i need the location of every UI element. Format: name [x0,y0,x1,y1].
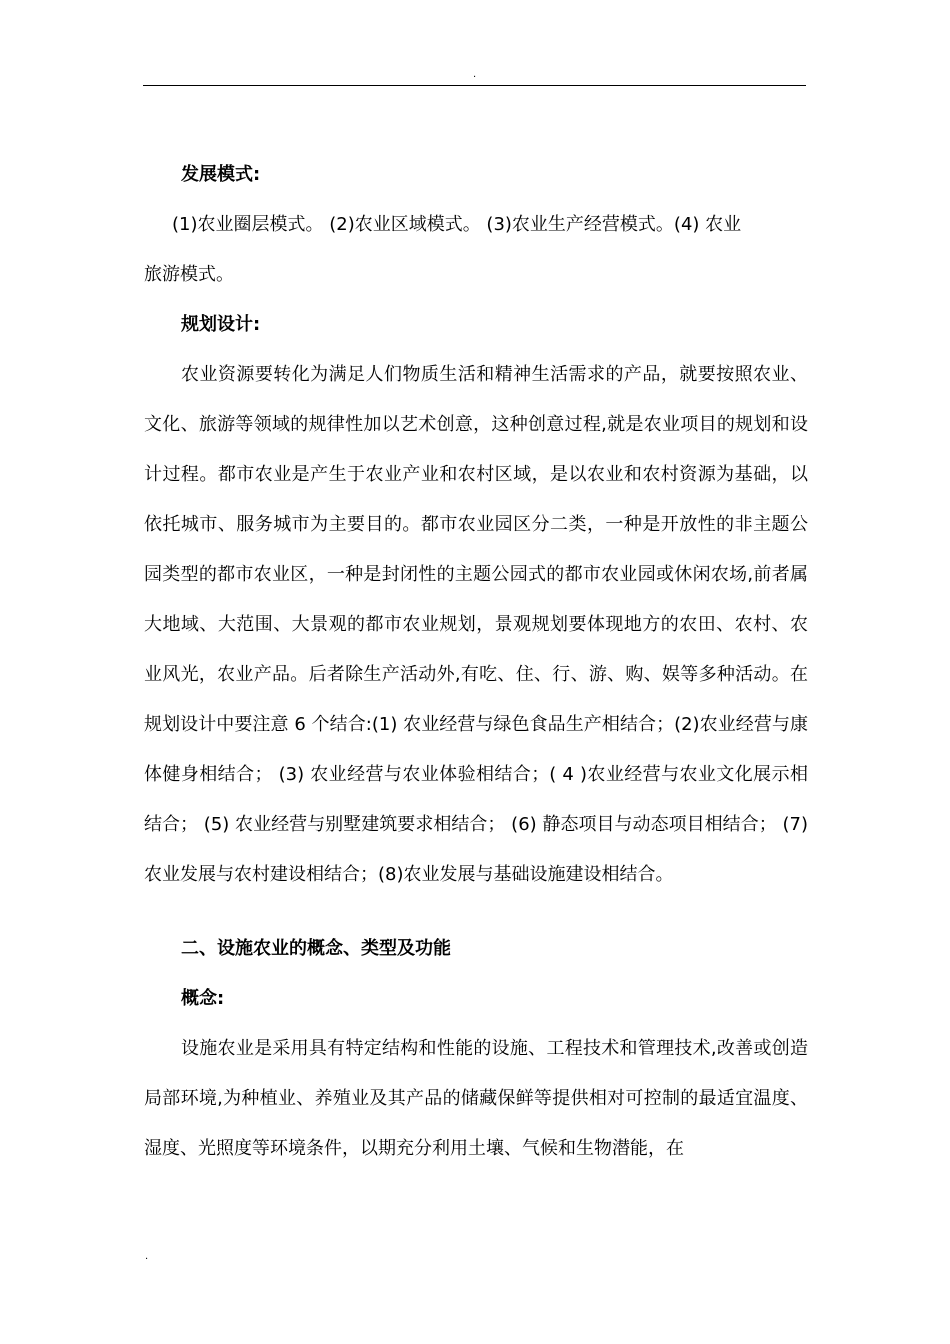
modes-line-1: (1)农业圈层模式。 (2)农业区域模式。 (3)农业生产经营模式。(4) 农业 [172,214,742,235]
heading-development-modes: 发展模式: [181,164,261,185]
header-mark: . [473,69,477,80]
header-rule [143,85,806,86]
planning-paragraph: 农业资源要转化为满足人们物质生活和精神生活需求的产品，就要按照农业、文化、旅游等领域的规律性加以艺术创意，这种创意过程,就是农业项目的规划和设计过程。都市农业是产生于农业产业和农村区域，是以农业和农村资源为基础，以依托城市、服务城市为主要目的。都市农业园区分二类，一种是开放性的非主题公园类型的都市农业区，一种是封闭性的主题公园式的都市农业园或休闲农场,前者属大地域、大范围、大景观的都市农业规划，景观规划要体现地方的农田、农村、农业风光，农业产品。后者除生产活动外,有吃、住、行、游、购、娱等多种活动。在规划设计中要注意 6 个结合:(1) 农业经营与绿色食品生产相结合；(2)农业经营与康体健身相结合； (3) 农业经营与农业体验相结合；( 4 )农业经营与农业文化展示相结合； (5) 农业经营与别墅建筑要求相结合； (6) 静态项目与动态项目相结合； (7) 农业发展与农村建设相结合；(8)农业发展与基础设施建设相结合。 [144,364,808,885]
heading-planning-design: 规划设计: [181,314,261,335]
concept-paragraph: 设施农业是采用具有特定结构和性能的设施、工程技术和管理技术,改善或创造局部环境,为种植业、养殖业及其产品的储藏保鲜等提供相对可控制的最适宜温度、湿度、光照度等环境条件，以期充分利用土壤、气候和生物潜能，在 [144,1038,808,1159]
modes-line-2: 旅游模式。 [144,264,234,285]
footer-mark: . [145,1251,149,1262]
document-body [144,150,808,1174]
heading-concept: 概念: [181,988,225,1009]
section-title: 二、设施农业的概念、类型及功能 [181,938,451,959]
